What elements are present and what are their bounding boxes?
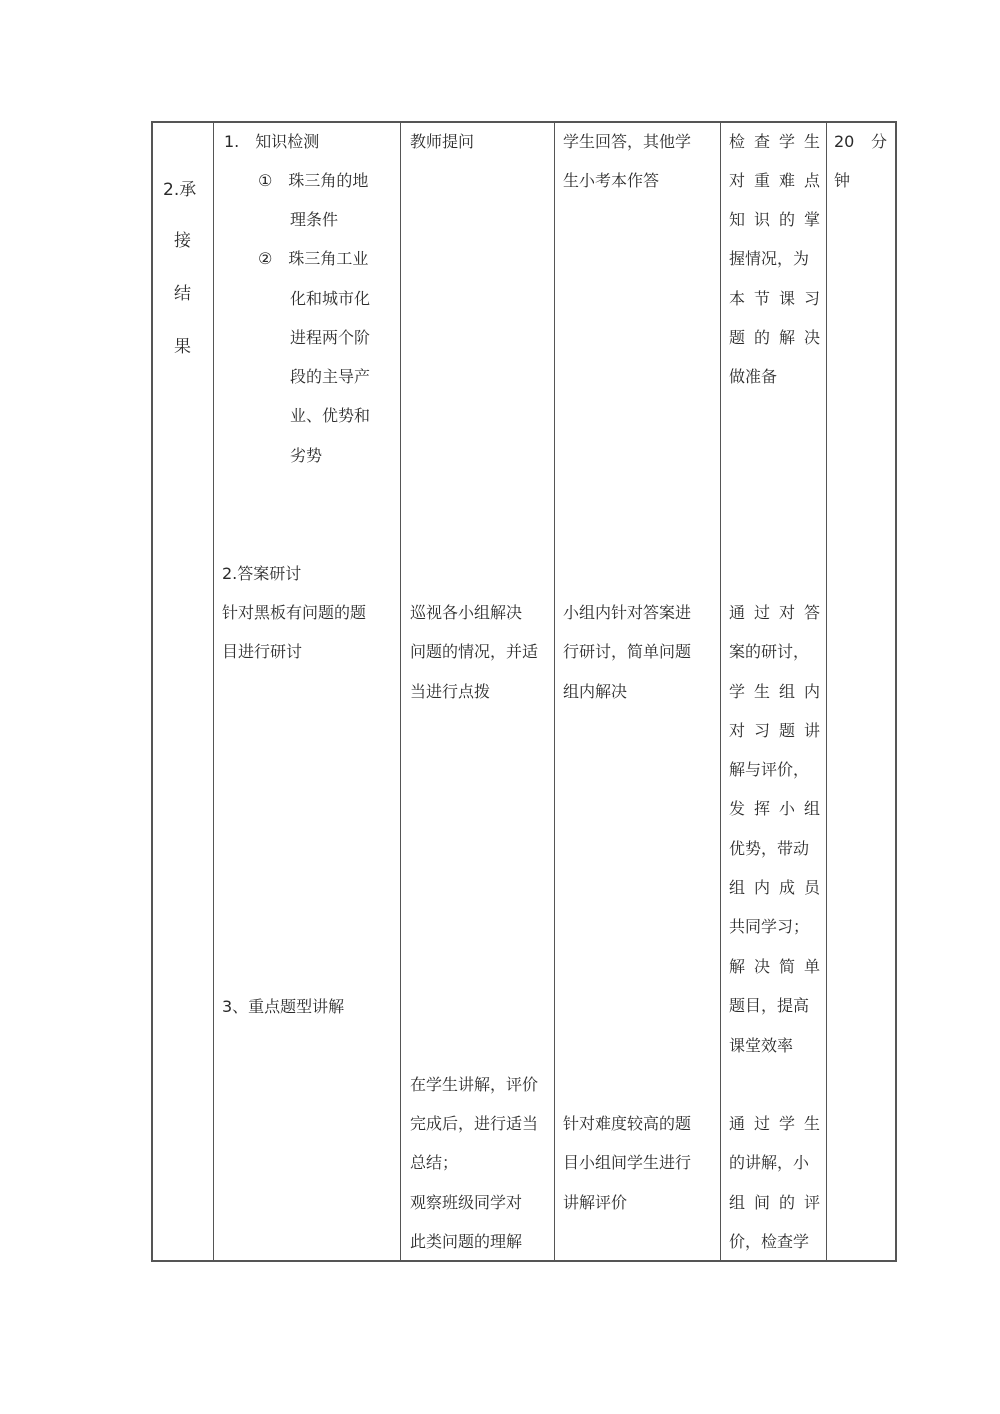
content-text-line: ② 珠三角工业: [258, 249, 369, 268]
content-text-line: ① 珠三角的地: [258, 171, 369, 190]
time-text-line: 20: [834, 132, 855, 151]
content-text-line: 1. 知识检测: [224, 132, 320, 151]
content-text-line: 针对黑板有问题的题: [222, 603, 367, 622]
purpose-text-line: 解决简单: [729, 957, 830, 976]
column-divider: [213, 121, 214, 1262]
section-label-line: 果: [174, 337, 191, 357]
purpose-text-line: 共同学习；: [729, 917, 810, 936]
purpose-text-line: 知识的掌: [729, 210, 830, 229]
teacher-text-line: 问题的情况，并适: [410, 642, 539, 661]
purpose-text-line: 组内成员: [729, 878, 830, 897]
student-text-line: 小组内针对答案进: [563, 603, 692, 622]
content-text-line: 进程两个阶: [290, 328, 371, 347]
purpose-text-line: 对习题讲: [729, 721, 830, 740]
student-text-line: 行研讨，简单问题: [563, 642, 692, 661]
purpose-text-line: 的讲解，小: [729, 1153, 810, 1172]
section-label-line: 2.承: [163, 180, 197, 200]
purpose-text-line: 本节课习: [729, 289, 830, 308]
purpose-text-line: 检查学生: [729, 132, 830, 151]
purpose-text-line: 优势，带动: [729, 839, 810, 858]
content-text-line: 目进行研讨: [222, 642, 303, 661]
time-text-line: 分: [871, 132, 888, 151]
column-divider: [400, 121, 401, 1262]
student-text-line: 讲解评价: [563, 1193, 628, 1212]
purpose-text-line: 学生组内: [729, 682, 830, 701]
content-text-line: 劣势: [290, 446, 323, 465]
student-text-line: 组内解决: [563, 682, 628, 701]
column-divider: [554, 121, 555, 1262]
content-text-line: 2.答案研讨: [222, 564, 302, 583]
purpose-text-line: 握情况，为: [729, 249, 810, 268]
purpose-text-line: 发挥小组: [729, 799, 830, 818]
purpose-text-line: 通过学生: [729, 1114, 830, 1133]
purpose-text-line: 解与评价，: [729, 760, 810, 779]
content-text-line: 理条件: [290, 210, 339, 229]
student-text-line: 目小组间学生进行: [563, 1153, 692, 1172]
content-text-line: 段的主导产: [290, 367, 371, 386]
section-label-line: 结: [174, 284, 191, 304]
teacher-text-line: 完成后，进行适当: [410, 1114, 539, 1133]
teacher-text-line: 总结；: [410, 1153, 459, 1172]
purpose-text-line: 题的解决: [729, 328, 830, 347]
content-text-line: 化和城市化: [290, 289, 371, 308]
teacher-text-line: 在学生讲解，评价: [410, 1075, 539, 1094]
student-text-line: 生小考本作答: [563, 171, 660, 190]
purpose-text-line: 通过对答: [729, 603, 830, 622]
purpose-text-line: 课堂效率: [729, 1036, 794, 1055]
student-text-line: 学生回答，其他学: [563, 132, 692, 151]
purpose-text-line: 组间的评: [729, 1193, 830, 1212]
content-text-line: 业、优势和: [290, 406, 371, 425]
teacher-text-line: 巡视各小组解决: [410, 603, 523, 622]
teacher-text-line: 当进行点拨: [410, 682, 491, 701]
column-divider: [720, 121, 721, 1262]
purpose-text-line: 对重难点: [729, 171, 830, 190]
content-text-line: 3、重点题型讲解: [222, 997, 345, 1016]
time-text-line: 钟: [834, 171, 851, 190]
purpose-text-line: 题目，提高: [729, 996, 810, 1015]
teacher-text-line: 观察班级同学对: [410, 1193, 523, 1212]
purpose-text-line: 案的研讨，: [729, 642, 810, 661]
purpose-text-line: 价，检查学: [729, 1232, 810, 1251]
teacher-text-line: 教师提问: [410, 132, 475, 151]
purpose-text-line: 做准备: [729, 367, 778, 386]
teacher-text-line: 此类问题的理解: [410, 1232, 523, 1251]
section-label-line: 接: [174, 231, 191, 251]
student-text-line: 针对难度较高的题: [563, 1114, 692, 1133]
